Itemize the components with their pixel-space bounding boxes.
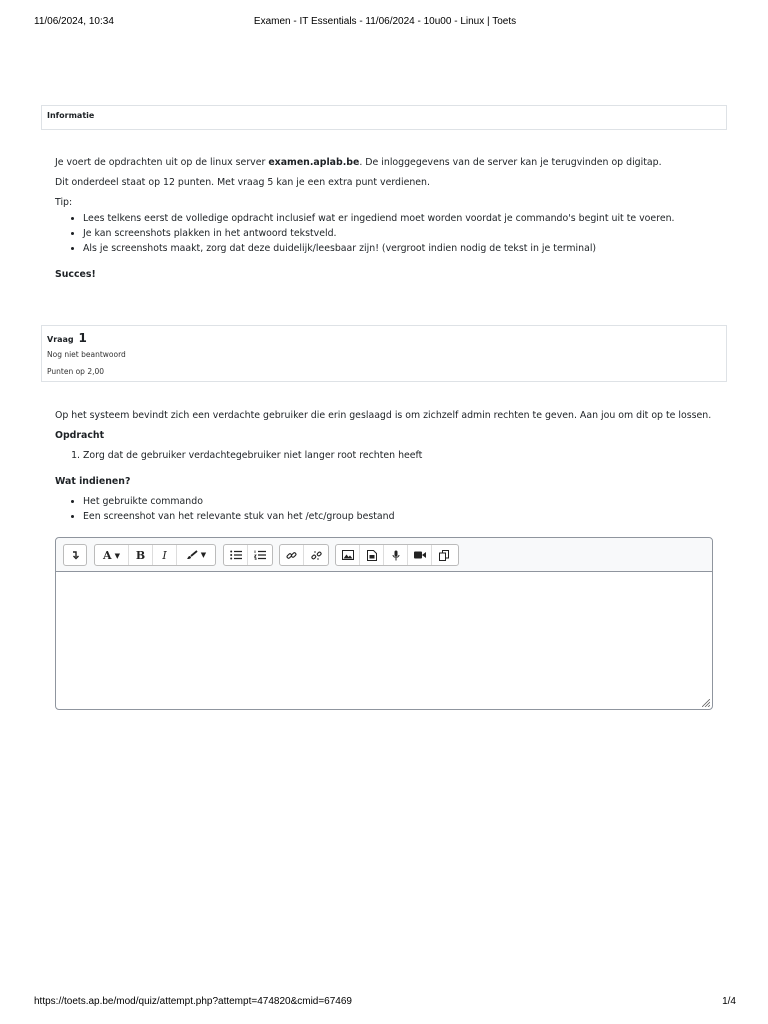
answer-text-area[interactable] xyxy=(56,573,712,709)
list-item: 1. Zorg dat de gebruiker verdachtegebruiker niet langer root rechten heeft xyxy=(83,450,723,462)
image-icon[interactable] xyxy=(336,545,360,565)
submit-heading: Wat indienen? xyxy=(55,476,131,487)
tip-list xyxy=(83,213,715,255)
toolbar-group-lists xyxy=(223,544,273,566)
list-item: • Een screenshot van het relevante stuk van het /etc/group bestand xyxy=(83,511,723,523)
brush-style-icon[interactable]: ▼ xyxy=(177,545,215,565)
question-title: Vraag 1 xyxy=(47,331,87,345)
question-info-box xyxy=(41,325,727,382)
server-name: examen.aplab.be xyxy=(268,157,360,168)
submit-list xyxy=(83,496,723,523)
editor-toolbar xyxy=(56,538,712,572)
ordered-list-icon[interactable] xyxy=(248,545,272,565)
question-number: 1 xyxy=(78,331,87,345)
print-datetime: 11/06/2024, 10:34 xyxy=(34,16,114,27)
print-url: https://toets.ap.be/mod/quiz/attempt.php?attempt=474820&cmid=67469 xyxy=(34,996,352,1007)
list-item: • Je kan screenshots plakken in het antwoord tekstveld. xyxy=(83,228,715,240)
closing-text: Succes! xyxy=(55,269,96,280)
list-item: • Lees telkens eerst de volledige opdracht inclusief wat er ingediend moet worden voordat je commando's begint uit te voeren. xyxy=(83,213,715,225)
task-heading: Opdracht xyxy=(55,430,105,441)
toolbar-group-media xyxy=(335,544,459,566)
info-paragraph-points: Dit onderdeel staat op 12 punten. Met vraag 5 kan je een extra punt verdienen. xyxy=(55,177,430,188)
answer-editor xyxy=(55,537,713,710)
unordered-list-icon[interactable] xyxy=(224,545,248,565)
information-label: Informatie xyxy=(47,111,95,120)
collapse-toolbar-icon[interactable] xyxy=(64,545,86,565)
link-icon[interactable] xyxy=(280,545,304,565)
bold-icon[interactable]: B xyxy=(129,545,153,565)
microphone-icon[interactable] xyxy=(384,545,408,565)
info-paragraph-server: Je voert de opdrachten uit op de linux server examen.aplab.be. De inloggegevens van de server kan je terugvinden op digitap. xyxy=(55,157,662,168)
print-footer xyxy=(34,996,736,1010)
toolbar-group-collapse xyxy=(63,544,87,566)
tip-label: Tip: xyxy=(55,197,73,208)
list-item: • Het gebruikte commando xyxy=(83,496,723,508)
information-section-header xyxy=(41,105,727,130)
list-item: • Als je screenshots maakt, zorg dat deze duidelijk/leesbaar zijn! (vergroot indien nodig de tekst in je terminal) xyxy=(83,243,715,255)
task-list xyxy=(83,450,723,462)
italic-icon[interactable]: I xyxy=(153,545,177,565)
question-status: Nog niet beantwoord xyxy=(47,350,126,359)
toolbar-group-links xyxy=(279,544,329,566)
toolbar-group-style xyxy=(94,544,216,566)
question-points: Punten op 2,00 xyxy=(47,367,105,376)
font-size-icon[interactable]: A ▼ xyxy=(95,545,129,565)
question-content xyxy=(55,410,723,526)
unlink-icon[interactable] xyxy=(304,545,328,565)
question-intro: Op het systeem bevindt zich een verdachte gebruiker die erin geslaagd is om zichzelf admin rechten te geven. Aan jou om dit op te lossen. xyxy=(55,410,712,421)
print-page-title: Examen - IT Essentials - 11/06/2024 - 10u00 - Linux | Toets xyxy=(253,16,517,27)
print-page-number: 1/4 xyxy=(722,996,736,1007)
information-content xyxy=(55,157,715,289)
video-camera-icon[interactable] xyxy=(408,545,432,565)
resize-handle-icon[interactable] xyxy=(702,699,710,707)
media-icon[interactable] xyxy=(360,545,384,565)
print-header xyxy=(34,16,736,30)
manage-files-icon[interactable] xyxy=(432,545,456,565)
